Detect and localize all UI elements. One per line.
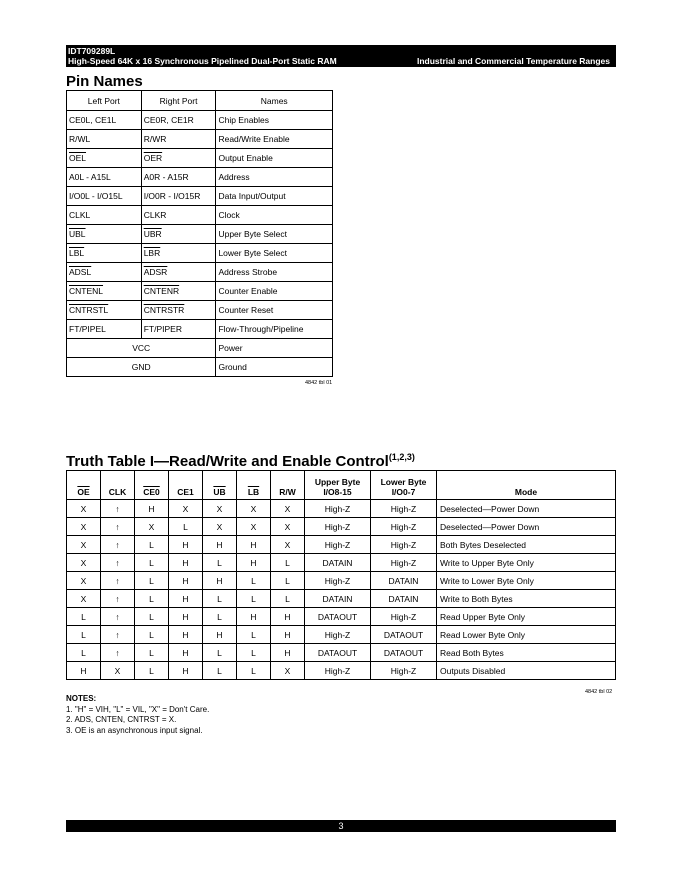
pin-table-header-row [67,91,333,111]
truth-cell: H [169,644,203,662]
part-number: IDT709289L [68,46,116,56]
truth-cell: L [135,626,169,644]
col-rw: R/W [271,471,305,500]
mode-cell: Deselected—Power Down [437,500,616,518]
col-ce1: CE1 [169,471,203,500]
page-footer [66,820,616,832]
pin-name-cell: Ground [216,358,333,377]
table-row [67,282,333,301]
table-row [67,301,333,320]
pin-names-table [66,90,333,377]
truth-cell: H [203,536,237,554]
note-item: 1. "H" = VIH, "L" = VIL, "X" = Don't Care. [66,704,210,714]
col-left-port: Left Port [67,91,142,111]
left-port-cell: $\overline{LBL}$ [67,244,142,263]
page-header [66,45,616,67]
truth-cell: H [169,662,203,680]
pin-name-cell: Data Input/Output [216,187,333,206]
truth-cell: DATAOUT [305,644,371,662]
pin-name-cell: Chip Enables [216,111,333,130]
truth-cell: ↑ [101,590,135,608]
truth-cell: L [237,590,271,608]
truth-cell: DATAIN [371,572,437,590]
mode-cell: Outputs Disabled [437,662,616,680]
truth-cell: X [67,554,101,572]
notes [66,694,209,736]
truth-cell: DATAOUT [371,644,437,662]
truth-cell: ↑ [101,500,135,518]
truth-cell: X [237,518,271,536]
truth-cell: X [67,536,101,554]
truth-cell: X [67,518,101,536]
right-port-cell: $\overline{OER}$ [141,149,216,168]
truth-cell: X [271,500,305,518]
table-row [67,662,616,680]
col-right-port: Right Port [141,91,216,111]
truth-table-title-text: Truth Table I—Read/Write and Enable Control [66,453,389,470]
left-port-cell: I/O0L - I/O15L [67,187,142,206]
truth-cell: High-Z [305,536,371,554]
pin-name-cell: Read/Write Enable [216,130,333,149]
col-clk: CLK [101,471,135,500]
truth-cell: L [203,662,237,680]
truth-cell: H [271,626,305,644]
col-ub: $\overline{UB}$ [203,471,237,500]
truth-cell: X [203,500,237,518]
table-row [67,225,333,244]
mode-cell: Write to Both Bytes [437,590,616,608]
pin-name-cell: Address [216,168,333,187]
truth-cell: X [67,572,101,590]
col-lower-byte: Lower Byte I/O0-7 [371,471,437,500]
truth-cell: L [271,572,305,590]
page-number: 3 [338,821,344,831]
pin-names-title: Pin Names [66,73,143,90]
left-port-cell: ADSL [67,263,142,282]
truth-cell: L [135,662,169,680]
right-port-cell: CLKR [141,206,216,225]
truth-cell: DATAIN [371,590,437,608]
truth-cell: H [169,626,203,644]
truth-cell: ↑ [101,608,135,626]
truth-cell: L [135,590,169,608]
truth-cell: High-Z [371,500,437,518]
col-oe: $\overline{OE}$ [67,471,101,500]
truth-cell: High-Z [305,662,371,680]
truth-cell: H [203,572,237,590]
truth-cell: ↑ [101,518,135,536]
table-row [67,608,616,626]
truth-cell: X [203,518,237,536]
left-port-cell: FT/PIPEL [67,320,142,339]
truth-cell: High-Z [371,518,437,536]
truth-cell: L [135,554,169,572]
table-row [67,263,333,282]
right-port-cell: ADSR [141,263,216,282]
truth-cell: DATAOUT [371,626,437,644]
truth-cell: H [271,644,305,662]
right-port-cell: $\overline{UBR}$ [141,225,216,244]
table-row [67,518,616,536]
mode-cell: Read Upper Byte Only [437,608,616,626]
right-port-cell: CNTRSTR [141,301,216,320]
truth-cell: X [271,536,305,554]
truth-cell: X [67,500,101,518]
truth-cell: H [237,554,271,572]
table-row [67,500,616,518]
pin-name-cell: Clock [216,206,333,225]
truth-cell: ↑ [101,644,135,662]
truth-cell: X [101,662,135,680]
truth-cell: High-Z [305,626,371,644]
note-item: 3. OE is an asynchronous input signal. [66,725,203,735]
truth-cell: L [237,662,271,680]
truth-cell: H [237,536,271,554]
truth-cell: X [271,518,305,536]
table-row [67,358,333,377]
truth-cell: H [67,662,101,680]
table-row [67,130,333,149]
table-row [67,590,616,608]
truth-cell: L [169,518,203,536]
truth-cell: DATAOUT [305,608,371,626]
document-subtitle: High-Speed 64K x 16 Synchronous Pipelined Dual-Port Static RAM [68,56,337,66]
truth-cell: L [135,536,169,554]
truth-cell: H [271,608,305,626]
truth-cell: L [67,608,101,626]
truth-cell: High-Z [305,572,371,590]
left-port-cell: CLKL [67,206,142,225]
table-row [67,149,333,168]
truth-cell: ↑ [101,554,135,572]
right-port-cell: A0R - A15R [141,168,216,187]
table-row [67,244,333,263]
table-row [67,168,333,187]
truth-cell: H [169,572,203,590]
col-upper-byte: Upper Byte I/O8-15 [305,471,371,500]
truth-cell: L [271,590,305,608]
left-port-cell: $\overline{UBL}$ [67,225,142,244]
truth-cell: ↑ [101,536,135,554]
truth-cell: L [135,608,169,626]
truth-cell: X [135,518,169,536]
truth-cell: H [135,500,169,518]
col-names: Names [216,91,333,111]
table-row [67,572,616,590]
truth-cell: High-Z [371,608,437,626]
table-row [67,554,616,572]
right-port-cell: $\overline{LBR}$ [141,244,216,263]
truth-table-title-notes: (1,2,3) [388,452,415,462]
truth-cell: L [135,572,169,590]
pin-table-ref: 4842 tbl 01 [305,380,333,386]
mode-cell: Deselected—Power Down [437,518,616,536]
temperature-range: Industrial and Commercial Temperature Ranges [416,56,610,66]
pin-name-cell: Output Enable [216,149,333,168]
table-row [67,626,616,644]
truth-cell: H [169,608,203,626]
truth-cell: H [237,608,271,626]
right-port-cell: R/WR [141,130,216,149]
table-row [67,206,333,225]
table-row [67,187,333,206]
truth-cell: High-Z [371,554,437,572]
truth-cell: H [169,554,203,572]
truth-cell: L [203,554,237,572]
col-lb: $\overline{LB}$ [237,471,271,500]
truth-cell: L [203,644,237,662]
vcc-cell: VCC [67,339,216,358]
pin-name-cell: Counter Reset [216,301,333,320]
truth-table-header-row [67,471,616,500]
truth-cell: L [237,572,271,590]
truth-cell: L [271,554,305,572]
truth-cell: L [203,590,237,608]
truth-cell: L [67,644,101,662]
truth-cell: High-Z [305,500,371,518]
truth-cell: ↑ [101,626,135,644]
table-row [67,320,333,339]
table-row [67,339,333,358]
truth-cell: X [169,500,203,518]
truth-cell: DATAIN [305,554,371,572]
left-port-cell: R/WL [67,130,142,149]
truth-table-title [66,452,415,470]
mode-cell: Both Bytes Deselected [437,536,616,554]
truth-cell: ↑ [101,572,135,590]
truth-cell: L [203,608,237,626]
table-row [67,111,333,130]
left-port-cell: CNTENL [67,282,142,301]
left-port-cell: A0L - A15L [67,168,142,187]
truth-cell: L [237,644,271,662]
col-ce0: CE0 [135,471,169,500]
truth-table-ref: 4842 tbl 02 [585,689,613,695]
pin-name-cell: Power [216,339,333,358]
right-port-cell: CE0R, CE1R [141,111,216,130]
right-port-cell: CNTENR [141,282,216,301]
truth-cell: X [237,500,271,518]
left-port-cell: CE0L, CE1L [67,111,142,130]
truth-cell: L [237,626,271,644]
mode-cell: Read Lower Byte Only [437,626,616,644]
truth-cell: X [67,590,101,608]
truth-cell: High-Z [305,518,371,536]
gnd-cell: GND [67,358,216,377]
truth-cell: H [203,626,237,644]
truth-cell: H [169,590,203,608]
left-port-cell: CNTRSTL [67,301,142,320]
table-row [67,536,616,554]
left-port-cell: $\overline{OEL}$ [67,149,142,168]
truth-cell: High-Z [371,536,437,554]
truth-cell: H [169,536,203,554]
pin-name-cell: Address Strobe [216,263,333,282]
pin-name-cell: Upper Byte Select [216,225,333,244]
pin-name-cell: Flow-Through/Pipeline [216,320,333,339]
truth-cell: L [67,626,101,644]
right-port-cell: I/O0R - I/O15R [141,187,216,206]
notes-heading: NOTES: [66,694,97,703]
truth-cell: L [135,644,169,662]
truth-table [66,470,616,680]
mode-cell: Read Both Bytes [437,644,616,662]
table-row [67,644,616,662]
mode-cell: Write to Upper Byte Only [437,554,616,572]
pin-name-cell: Counter Enable [216,282,333,301]
truth-cell: High-Z [371,662,437,680]
note-item: 2. ADS, CNTEN, CNTRST = X. [66,715,177,724]
pin-name-cell: Lower Byte Select [216,244,333,263]
mode-cell: Write to Lower Byte Only [437,572,616,590]
right-port-cell: FT/PIPER [141,320,216,339]
truth-cell: X [271,662,305,680]
truth-cell: DATAIN [305,590,371,608]
col-mode: Mode [437,471,616,500]
